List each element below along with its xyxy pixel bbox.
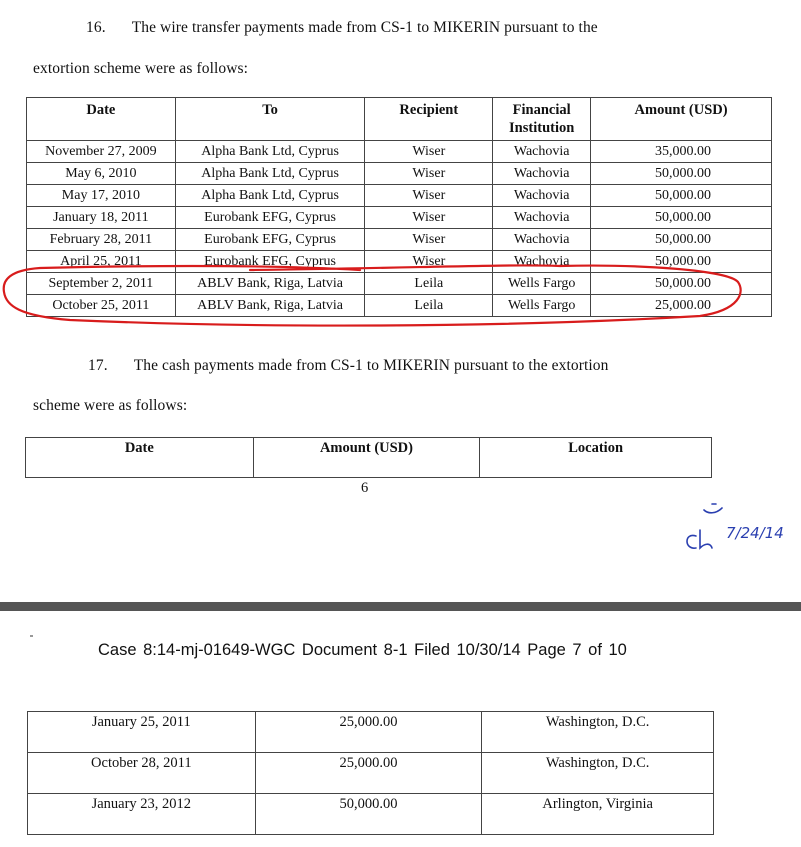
header-date: Date — [27, 98, 176, 141]
cell-recipient: Wiser — [365, 185, 493, 207]
cell-date: January 23, 2012 — [28, 794, 256, 835]
cash-payments-table-header — [25, 437, 712, 478]
cell-recipient: Wiser — [365, 163, 493, 185]
cell-institution: Wachovia — [493, 251, 591, 273]
case-header: Case 8:14-mj-01649-WGC Document 8-1 Filed 10/30/14 Page 7 of 10 — [98, 641, 627, 659]
paragraph-17-line2: scheme were as follows: — [33, 397, 188, 414]
cash-payments-table — [27, 711, 714, 835]
cell-location: Washington, D.C. — [482, 712, 714, 753]
cell-to: Alpha Bank Ltd, Cyprus — [175, 141, 365, 163]
cell-recipient: Wiser — [365, 251, 493, 273]
paragraph-number: 17. — [88, 357, 108, 374]
cell-to: Alpha Bank Ltd, Cyprus — [175, 185, 365, 207]
cell-date: February 28, 2011 — [27, 229, 176, 251]
table-row-highlighted — [27, 273, 772, 295]
header-amount: Amount (USD) — [591, 98, 772, 141]
page-number: 6 — [361, 480, 369, 496]
cell-institution: Wells Fargo — [493, 295, 591, 317]
page-divider — [0, 602, 801, 611]
cell-institution: Wachovia — [493, 207, 591, 229]
paragraph-text: The wire transfer payments made from CS-1 to MIKERIN pursuant to the — [131, 19, 598, 36]
paragraph-16-line2: extortion scheme were as follows: — [33, 60, 249, 77]
cell-to: Eurobank EFG, Cyprus — [175, 251, 365, 273]
cell-institution: Wachovia — [493, 229, 591, 251]
cell-amount: 50,000.00 — [591, 185, 772, 207]
header-financial-institution — [493, 98, 591, 141]
cell-amount: 50,000.00 — [255, 794, 482, 835]
header-recipient: Recipient — [365, 98, 493, 141]
cell-institution: Wells Fargo — [493, 273, 591, 295]
scan-speck — [30, 635, 33, 637]
cell-date: September 2, 2011 — [27, 273, 176, 295]
cell-date: October 25, 2011 — [27, 295, 176, 317]
signature-scribble — [687, 530, 712, 548]
paragraph-17-line1 — [88, 357, 609, 375]
table-row — [28, 753, 714, 794]
table-row — [27, 251, 772, 273]
cell-date: January 18, 2011 — [27, 207, 176, 229]
cell-amount: 50,000.00 — [591, 273, 772, 295]
cell-amount: 25,000.00 — [255, 712, 482, 753]
cell-date: October 28, 2011 — [28, 753, 256, 794]
cell-recipient: Leila — [365, 273, 493, 295]
cell-to: ABLV Bank, Riga, Latvia — [175, 273, 365, 295]
header-location: Location — [480, 438, 712, 478]
header-institution-line2: Institution — [509, 120, 575, 136]
cell-amount: 50,000.00 — [591, 207, 772, 229]
cell-to: ABLV Bank, Riga, Latvia — [175, 295, 365, 317]
table-row — [27, 141, 772, 163]
cell-institution: Wachovia — [493, 163, 591, 185]
table-row — [28, 712, 714, 753]
paragraph-16-line1 — [86, 19, 598, 37]
cell-amount: 25,000.00 — [591, 295, 772, 317]
signature-date: 7/24/14 — [726, 524, 784, 542]
cell-date: April 25, 2011 — [27, 251, 176, 273]
cell-amount: 25,000.00 — [255, 753, 482, 794]
table-row — [27, 185, 772, 207]
cell-recipient: Leila — [365, 295, 493, 317]
table-row — [27, 207, 772, 229]
cell-to: Eurobank EFG, Cyprus — [175, 229, 365, 251]
wire-transfer-table — [26, 97, 772, 317]
cell-recipient: Wiser — [365, 207, 493, 229]
cell-to: Eurobank EFG, Cyprus — [175, 207, 365, 229]
cell-date: January 25, 2011 — [28, 712, 256, 753]
header-date: Date — [26, 438, 254, 478]
cell-date: November 27, 2009 — [27, 141, 176, 163]
paragraph-text: The cash payments made from CS-1 to MIKERIN pursuant to the extortion — [133, 357, 609, 374]
cell-amount: 50,000.00 — [591, 229, 772, 251]
cell-to: Alpha Bank Ltd, Cyprus — [175, 163, 365, 185]
cell-amount: 50,000.00 — [591, 163, 772, 185]
handwritten-initials-signature — [676, 492, 791, 562]
cell-amount: 35,000.00 — [591, 141, 772, 163]
table-row — [28, 794, 714, 835]
paragraph-number: 16. — [86, 19, 106, 36]
initials-scribble — [704, 504, 722, 513]
table-header-row — [27, 98, 772, 141]
cell-institution: Wachovia — [493, 141, 591, 163]
table-row — [27, 229, 772, 251]
cell-location: Arlington, Virginia — [482, 794, 714, 835]
header-to: To — [175, 98, 365, 141]
table-row — [27, 163, 772, 185]
cell-recipient: Wiser — [365, 229, 493, 251]
header-amount: Amount (USD) — [253, 438, 480, 478]
cell-institution: Wachovia — [493, 185, 591, 207]
cell-date: May 17, 2010 — [27, 185, 176, 207]
cell-amount: 50,000.00 — [591, 251, 772, 273]
header-institution-line1: Financial — [512, 102, 571, 118]
cell-recipient: Wiser — [365, 141, 493, 163]
table-header-row — [26, 438, 712, 478]
cell-date: May 6, 2010 — [27, 163, 176, 185]
table-row-highlighted — [27, 295, 772, 317]
cell-location: Washington, D.C. — [482, 753, 714, 794]
